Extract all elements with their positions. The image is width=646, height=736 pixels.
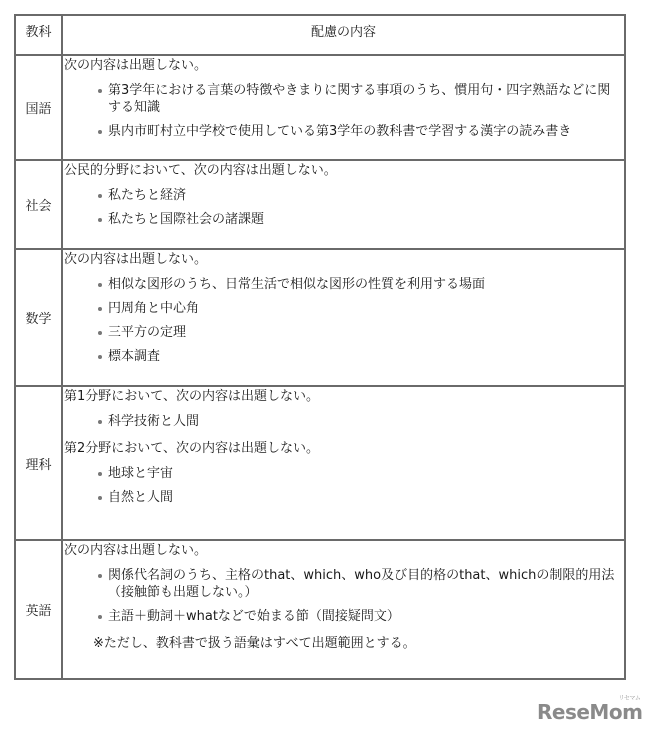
list-item: 第3学年における言葉の特徴やきまりに関する事項のうち、慣用句・四字熟語などに関する知識 <box>108 82 624 116</box>
content-cell <box>62 386 625 540</box>
list-item: 主語＋動詞＋whatなどで始まる節（間接疑問文） <box>108 608 624 625</box>
content-cell <box>62 160 625 249</box>
item-list <box>64 567 624 625</box>
list-item: 私たちと経済 <box>108 187 624 204</box>
subject-cell: 国語 <box>15 55 62 160</box>
intro-text: 第2分野において、次の内容は出題しない。 <box>64 441 320 456</box>
content-cell <box>62 540 625 679</box>
list-item: 自然と人間 <box>108 489 624 506</box>
list-item: 三平方の定理 <box>108 324 624 341</box>
subject-cell: 英語 <box>15 540 62 679</box>
subject-cell: 数学 <box>15 249 62 386</box>
intro-text: 次の内容は出題しない。 <box>64 58 208 73</box>
note-text: ※ただし、教科書で扱う語彙はすべて出題範囲とする。 <box>93 636 416 651</box>
intro-text: 次の内容は出題しない。 <box>64 543 208 558</box>
item-list <box>64 465 624 506</box>
content-cell <box>62 55 625 160</box>
table-row-kokugo <box>15 55 625 160</box>
list-item: 標本調査 <box>108 348 624 365</box>
subject-cell: 社会 <box>15 160 62 249</box>
item-list <box>64 82 624 140</box>
logo-ruby: リセマム <box>618 695 641 702</box>
header-subject: 教科 <box>15 15 62 55</box>
intro-text: 公民的分野において、次の内容は出題しない。 <box>64 163 337 178</box>
table-row-sugaku <box>15 249 625 386</box>
exam-consideration-table <box>14 14 626 680</box>
intro-text: 第1分野において、次の内容は出題しない。 <box>64 389 320 404</box>
table-row-rika <box>15 386 625 540</box>
list-item: 科学技術と人間 <box>108 413 624 430</box>
item-list <box>64 187 624 228</box>
table-row-eigo <box>15 540 625 679</box>
list-item: 県内市町村立中学校で使用している第3学年の教科書で学習する漢字の読み書き <box>108 123 624 140</box>
intro-text: 次の内容は出題しない。 <box>64 252 208 267</box>
list-item: 円周角と中心角 <box>108 300 624 317</box>
header-row <box>15 15 625 55</box>
list-item: 地球と宇宙 <box>108 465 624 482</box>
list-item: 私たちと国際社会の諸課題 <box>108 211 624 228</box>
resemom-logo <box>537 695 643 724</box>
content-cell <box>62 249 625 386</box>
table-row-shakai <box>15 160 625 249</box>
item-list <box>64 413 624 430</box>
logo-text: ReseMom <box>537 700 643 724</box>
subject-cell: 理科 <box>15 386 62 540</box>
list-item: 関係代名詞のうち、主格のthat、which、who及び目的格のthat、whichの制限的用法（接触節も出題しない。） <box>108 567 624 601</box>
list-item: 相似な図形のうち、日常生活で相似な図形の性質を利用する場面 <box>108 276 624 293</box>
item-list <box>64 276 624 365</box>
header-content: 配慮の内容 <box>62 15 625 55</box>
